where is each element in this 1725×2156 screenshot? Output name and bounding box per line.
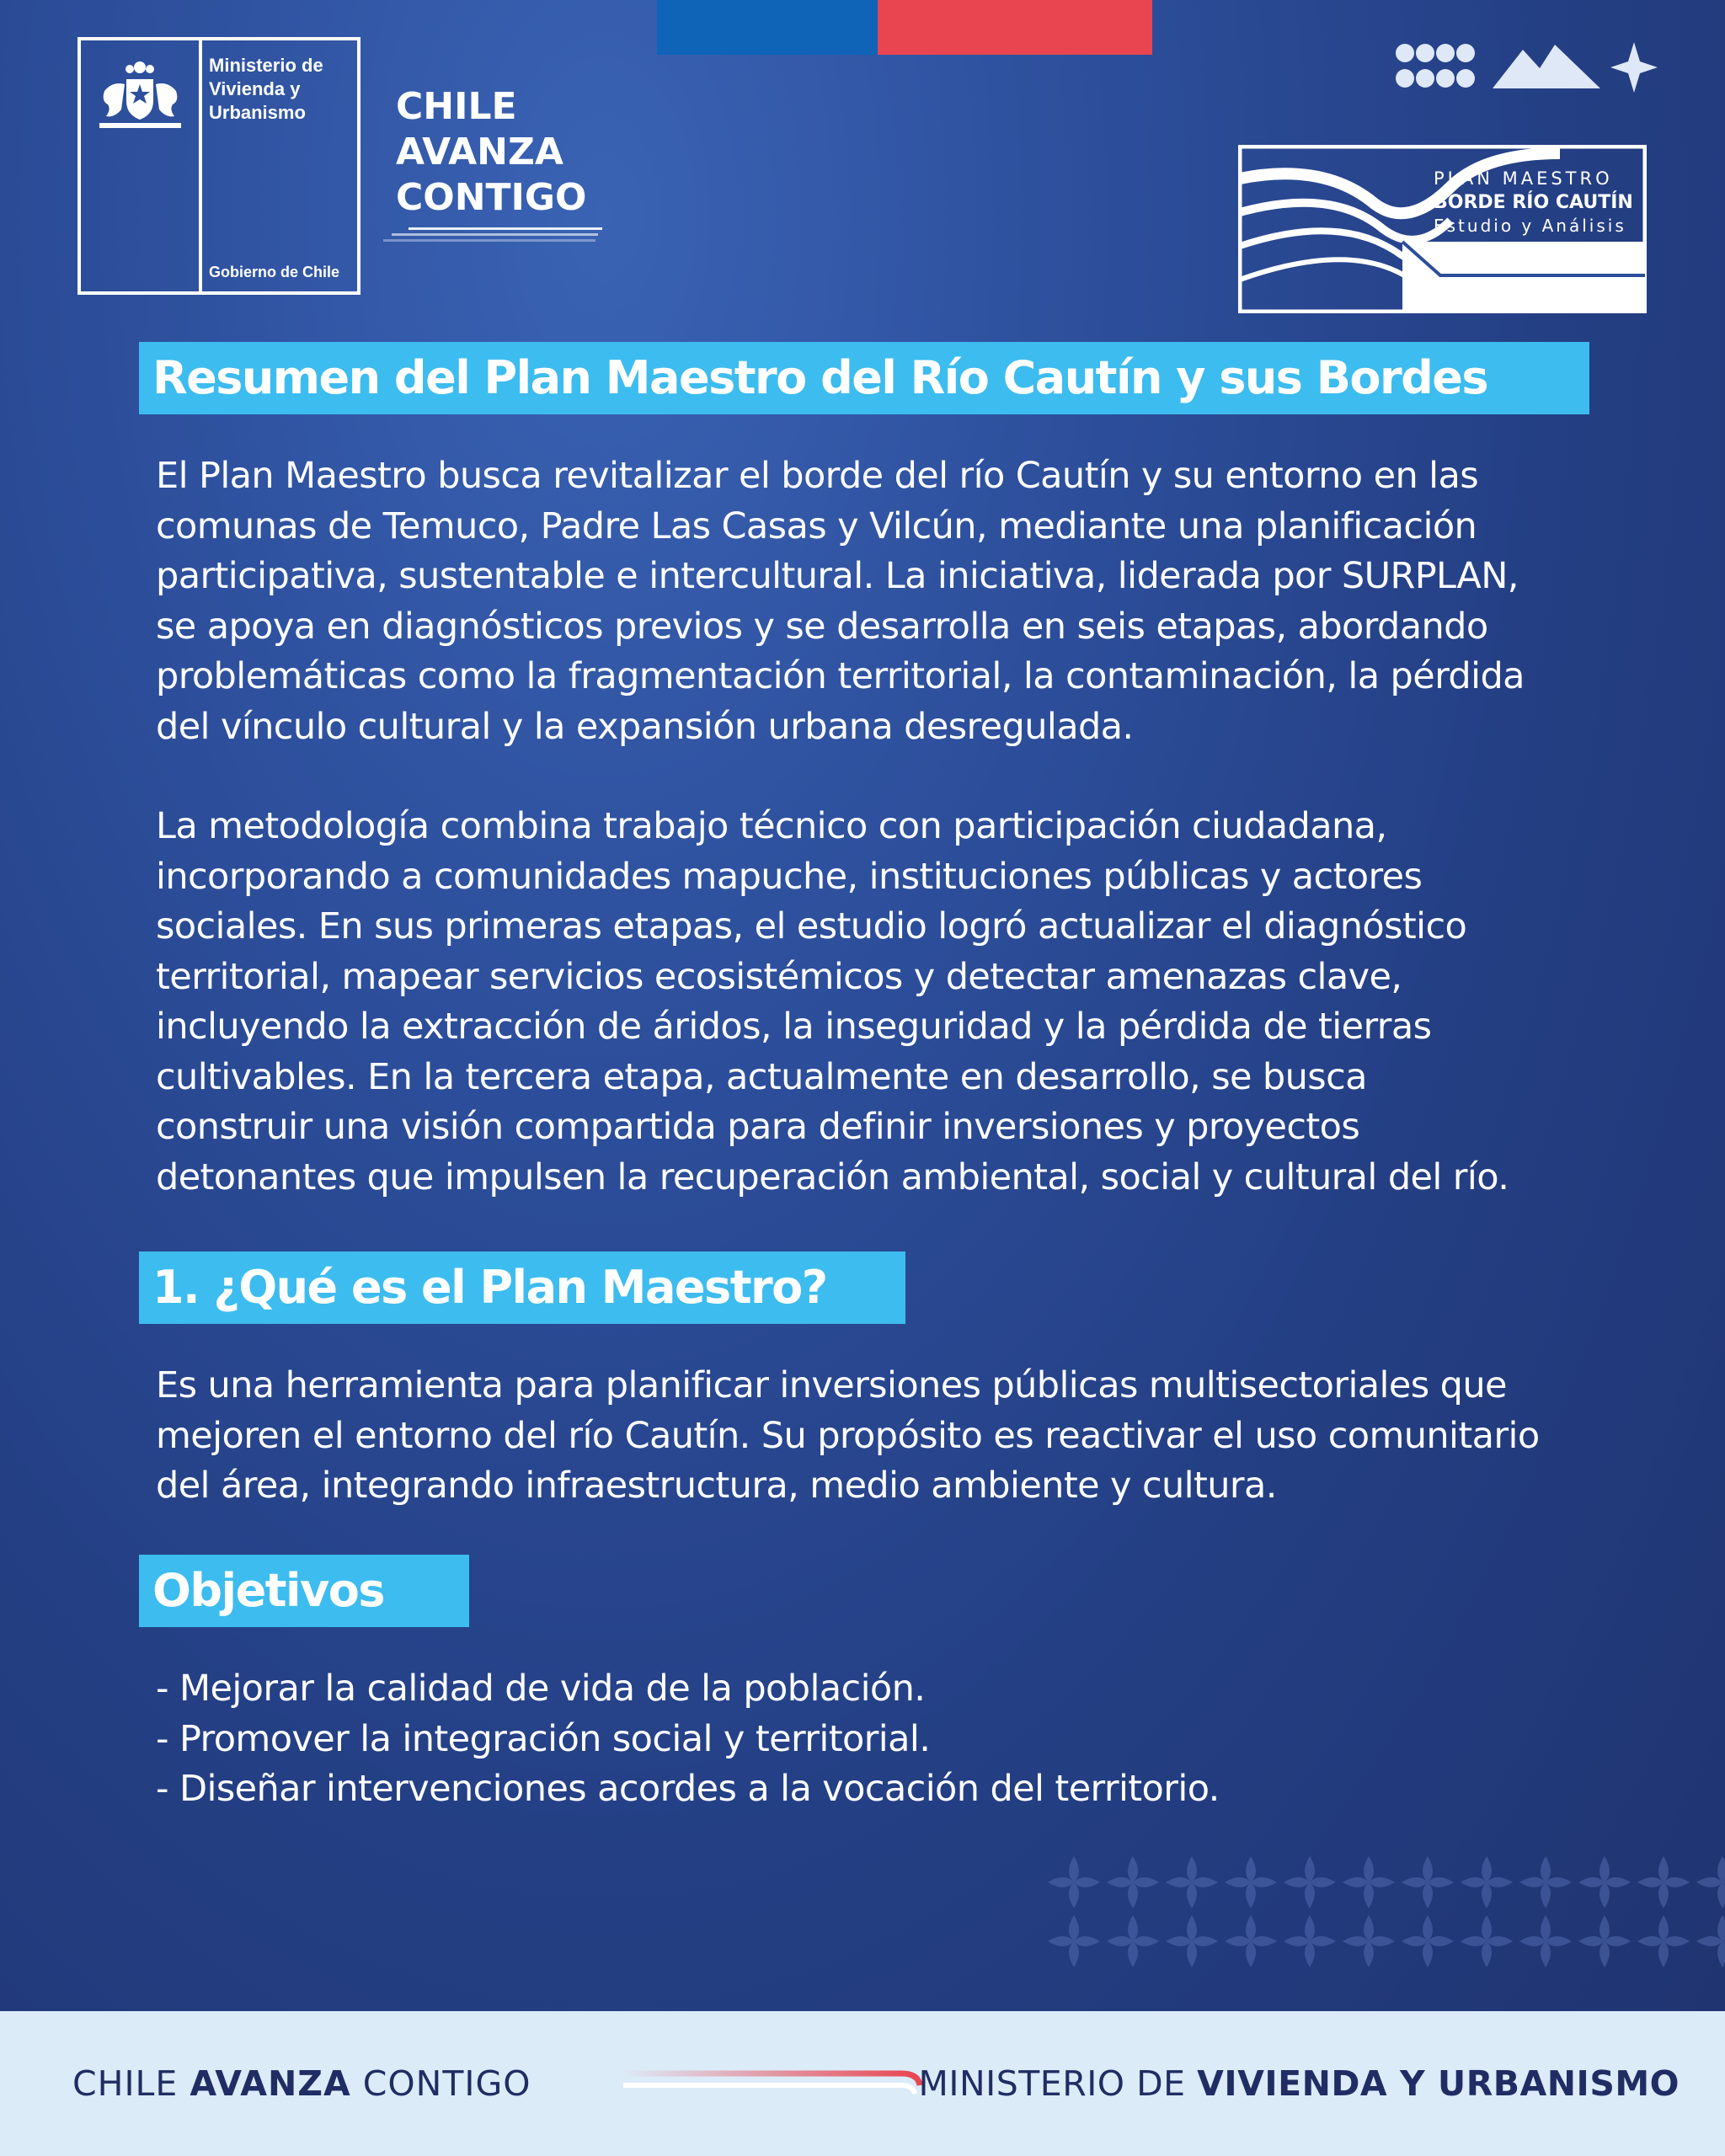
summary-paragraph-1 <box>156 451 1672 752</box>
what-is-heading: 1. ¿Qué es el Plan Maestro? <box>139 1251 905 1324</box>
footer-flag-lines <box>623 2068 922 2104</box>
list-item: - Promover la integración social y territorial. <box>156 1717 931 1760</box>
campaign-line-2: AVANZA <box>396 131 563 173</box>
objectives-heading: Objetivos <box>139 1555 469 1627</box>
text-line: del vínculo cultural y la expansión urbana desregulada. <box>156 705 1134 748</box>
text-line: incluyendo la extracción de áridos, la inseguridad y la pérdida de tierras <box>156 1006 1432 1048</box>
coat-of-arms-icon <box>96 57 184 133</box>
text-line: Es una herramienta para planificar inversiones públicas multisectoriales que <box>156 1364 1507 1406</box>
government-logo <box>77 37 360 295</box>
text-line: participativa, sustentable e intercultural. La iniciativa, liderada por SURPLAN, <box>156 555 1519 597</box>
campaign-logo <box>396 84 586 221</box>
campaign-line-1: CHILE <box>396 85 517 128</box>
text-line: sociales. En sus primeras etapas, el estudio logró actualizar el diagnóstico <box>156 905 1467 947</box>
ministry-name: Ministerio de Vivienda y Urbanismo <box>209 55 323 123</box>
what-is-paragraph <box>156 1361 1672 1512</box>
decorative-icons <box>1390 38 1659 97</box>
plan-logo-line-1: PLAN MAESTRO <box>1434 168 1613 189</box>
text-line: cultivables. En la tercera etapa, actualmente en desarrollo, se busca <box>156 1055 1367 1098</box>
plan-maestro-logo <box>1238 145 1647 313</box>
summary-paragraph-2 <box>156 802 1672 1203</box>
footer-ministry-part: MINISTERIO DE <box>918 2063 1198 2104</box>
plan-logo-line-3: Estudio y Análisis <box>1434 216 1626 236</box>
footer-campaign-bold: AVANZA <box>190 2063 351 2104</box>
dots-icon <box>1396 44 1475 88</box>
decorative-pattern <box>1044 1853 1725 1971</box>
text-line: El Plan Maestro busca revitalizar el borde del río Cautín y su entorno en las <box>156 455 1479 497</box>
text-line: mejoren el entorno del río Cautín. Su propósito es reactivar el uso comunitario <box>156 1414 1540 1457</box>
logo-divider <box>199 40 202 291</box>
summary-heading: Resumen del Plan Maestro del Río Cautín y sus Bordes <box>139 342 1589 414</box>
text-line: del área, integrando infraestructura, medio ambiente y cultura. <box>156 1465 1277 1507</box>
campaign-speed-lines <box>383 226 602 246</box>
list-item: - Mejorar la calidad de vida de la población. <box>156 1668 926 1710</box>
flag-stripe-blue <box>657 0 878 55</box>
text-line: territorial, mapear servicios ecosistémicos y detectar amenazas clave, <box>156 955 1402 998</box>
campaign-line-3: CONTIGO <box>396 176 587 219</box>
text-line: detonantes que impulsen la recuperación ambiental, social y cultural del río. <box>156 1155 1509 1198</box>
footer-campaign-part: CONTIGO <box>350 2063 531 2104</box>
text-line: se apoya en diagnósticos previos y se desarrolla en seis etapas, abordando <box>156 605 1488 648</box>
flag-stripe-red <box>878 0 1152 55</box>
objectives-list <box>156 1664 1672 1815</box>
footer-ministry <box>919 2063 1680 2104</box>
footer-ministry-bold: VIVIENDA Y URBANISMO <box>1197 2063 1680 2104</box>
mountains-icon <box>1493 45 1600 88</box>
text-line: incorporando a comunidades mapuche, instituciones públicas y actores <box>156 855 1423 898</box>
text-line: problemáticas como la fragmentación territorial, la contaminación, la pérdida <box>156 655 1525 697</box>
star-icon <box>1610 42 1658 93</box>
text-line: construir una visión compartida para definir inversiones y proyectos <box>156 1106 1360 1148</box>
government-name: Gobierno de Chile <box>209 264 340 280</box>
text-line: La metodología combina trabajo técnico con participación ciudadana, <box>156 805 1387 847</box>
plan-logo-line-2: BORDE RÍO CAUTÍN <box>1434 192 1633 213</box>
text-line: comunas de Temuco, Padre Las Casas y Vilcún, mediante una planificación <box>156 504 1477 547</box>
footer <box>0 2011 1725 2156</box>
footer-campaign-part: CHILE <box>72 2063 190 2104</box>
footer-campaign <box>72 2063 531 2104</box>
list-item: - Diseñar intervenciones acordes a la vocación del territorio. <box>156 1768 1220 1810</box>
